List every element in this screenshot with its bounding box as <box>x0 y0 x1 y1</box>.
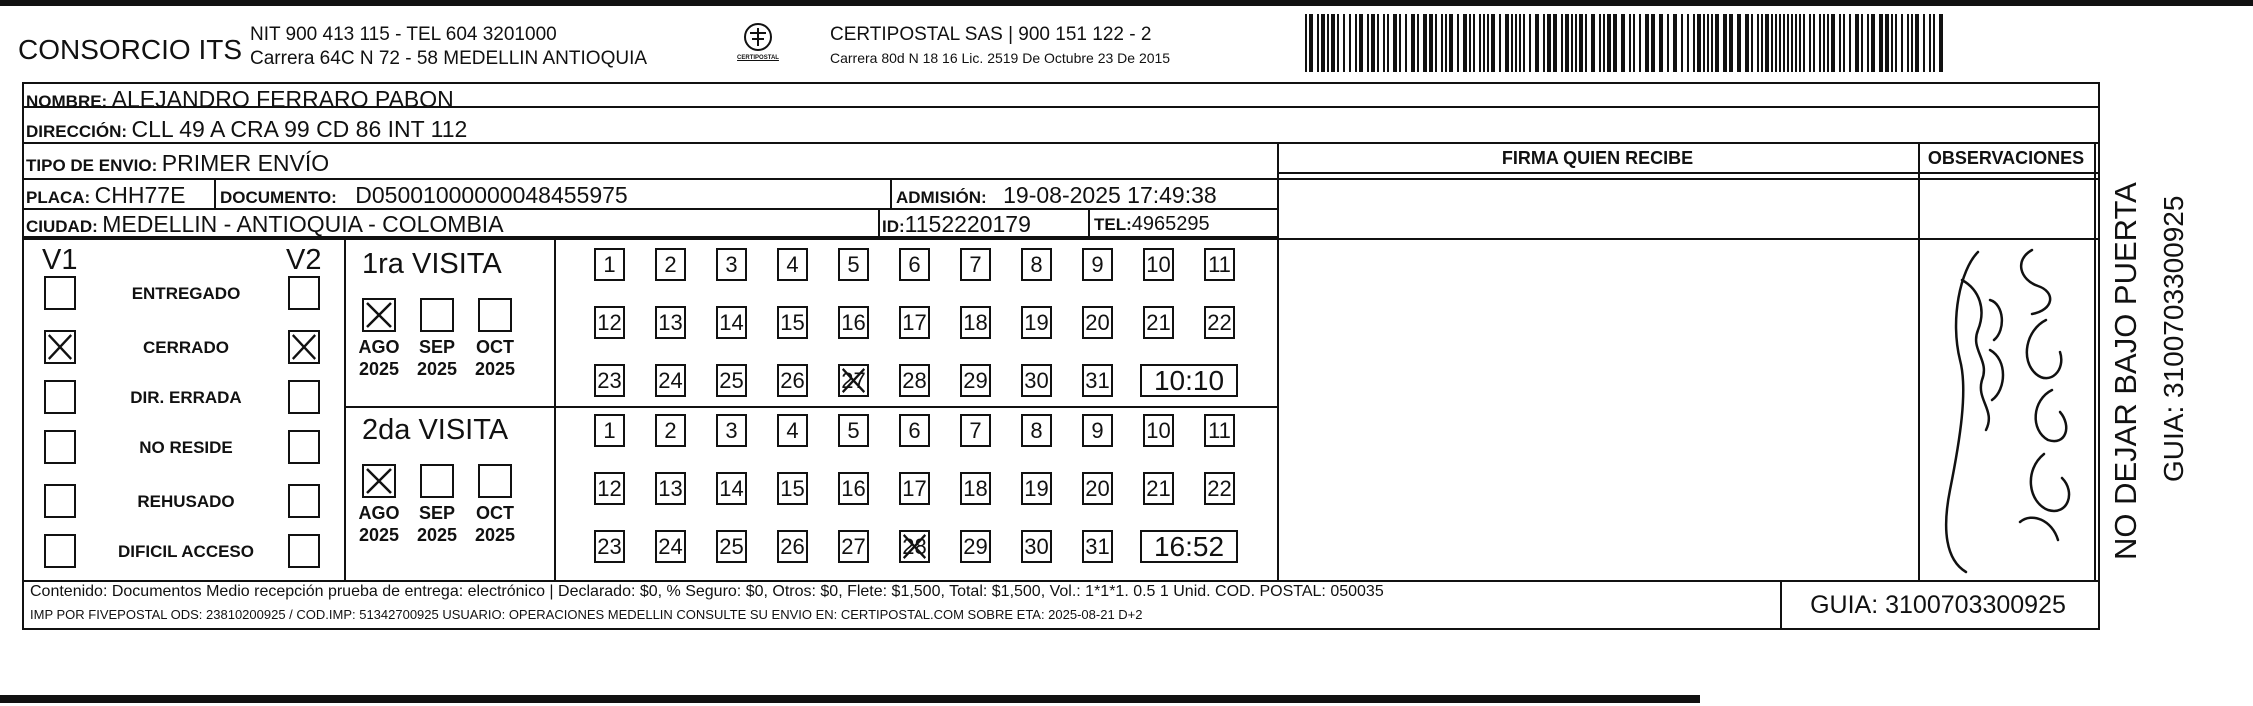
footer-guia: GUIA: 3100703300925 <box>1810 591 2066 619</box>
status-label: ENTREGADO <box>131 284 241 303</box>
id-row <box>882 211 1031 238</box>
side-warning: NO DEJAR BAJO PUERTA <box>2108 182 2143 560</box>
rule <box>344 238 346 580</box>
tel-row <box>1094 213 1210 236</box>
tipo-row <box>26 150 329 177</box>
barcode-bar <box>1639 14 1641 72</box>
visit1-title: 1ra VISITA <box>362 248 502 280</box>
barcode-bar <box>1607 14 1611 72</box>
barcode-bar <box>1515 14 1517 72</box>
barcode-bar <box>1831 14 1835 72</box>
v2-checkbox[interactable] <box>288 430 320 464</box>
day-box[interactable]: 11 <box>1204 248 1235 281</box>
x-mark-icon <box>46 332 74 362</box>
barcode-bar <box>1799 14 1801 72</box>
barcode-bar <box>1737 14 1741 72</box>
barcode-bar <box>1367 14 1369 72</box>
day-box[interactable]: 26 <box>777 364 808 397</box>
barcode-bar <box>1463 14 1467 72</box>
day-box[interactable]: 14 <box>716 306 747 339</box>
barcode-bar <box>1429 14 1433 72</box>
v1-checkbox[interactable] <box>44 484 76 518</box>
barcode-bar <box>1505 14 1509 72</box>
day-box[interactable]: 28 <box>899 364 930 397</box>
month-checkbox[interactable] <box>362 298 396 332</box>
carrier-address: Carrera 80d N 18 16 Lic. 2519 De Octubre 23 De 2015 <box>830 50 1171 66</box>
barcode-bar <box>1355 14 1357 72</box>
day-box[interactable]: 7 <box>960 248 991 281</box>
barcode-bar <box>1599 14 1601 72</box>
barcode-bar <box>1849 14 1851 72</box>
month-label <box>412 502 462 546</box>
barcode-bar <box>1579 14 1583 72</box>
barcode-bar <box>1819 14 1821 72</box>
rule <box>554 238 556 580</box>
barcode-bar <box>1327 14 1329 72</box>
month-year: 2025 <box>416 359 458 379</box>
day-box[interactable]: 25 <box>716 364 747 397</box>
v2-checkbox[interactable] <box>288 484 320 518</box>
day-box[interactable]: 9 <box>1082 248 1113 281</box>
carrier-logo-text: CERTIPOSTAL <box>737 55 779 61</box>
barcode-bar <box>1783 14 1785 72</box>
barcode-bar <box>1823 14 1825 72</box>
footer-imp: IMP POR FIVEPOSTAL ODS: 23810200925 / COD.IMP: 51342700925 USUARIO: OPERACIONES MEDELLIN CONSULTE SU ENVIO EN: CERTIPOSTAL.COM SOBRE ETA: 2025-08-21 D+2 <box>30 607 1143 622</box>
barcode-bar <box>1813 14 1815 72</box>
barcode-bar <box>1337 14 1339 72</box>
v2-checkbox[interactable] <box>288 330 320 364</box>
day-box[interactable]: 8 <box>1021 248 1052 281</box>
day-box[interactable]: 19 <box>1021 472 1052 505</box>
barcode-bar <box>1761 14 1763 72</box>
barcode-bar <box>1693 14 1695 72</box>
month-checkbox[interactable] <box>420 464 454 498</box>
documento-value: D05001000000048455975 <box>355 182 628 208</box>
barcode-bar <box>1645 14 1649 72</box>
day-box[interactable]: 11 <box>1204 414 1235 447</box>
barcode-bar <box>1487 14 1489 72</box>
day-box[interactable]: 16 <box>838 472 869 505</box>
rule <box>1277 142 1279 580</box>
barcode-bar <box>1449 14 1453 72</box>
day-box[interactable]: 14 <box>716 472 747 505</box>
barcode-bar <box>1895 14 1897 72</box>
bottom-border <box>0 695 1700 703</box>
day-box[interactable]: 29 <box>960 364 991 397</box>
rule <box>344 406 1277 408</box>
barcode-bar <box>1423 14 1427 72</box>
v1-label: V1 <box>42 244 78 276</box>
carrier-name: CERTIPOSTAL SAS | 900 151 122 - 2 <box>830 24 1152 45</box>
day-box[interactable]: 4 <box>777 248 808 281</box>
x-mark-icon <box>364 300 394 330</box>
day-box[interactable]: 27 <box>838 364 869 397</box>
barcode-bar <box>1795 14 1797 72</box>
barcode-bar <box>1855 14 1859 72</box>
barcode-bar <box>1491 14 1495 72</box>
barcode-bar <box>1843 14 1845 72</box>
month-label <box>354 336 404 380</box>
barcode-bar <box>1571 14 1573 72</box>
barcode-bar <box>1399 14 1401 72</box>
rule <box>22 238 2100 240</box>
observaciones-header: OBSERVACIONES <box>1927 148 2085 168</box>
x-mark-icon <box>840 366 867 395</box>
rule <box>22 580 2100 582</box>
tel-label: TEL: <box>1094 215 1132 234</box>
id-label: ID: <box>882 217 905 236</box>
month-year: 2025 <box>358 525 400 545</box>
barcode-bar <box>1371 14 1375 72</box>
barcode-bar <box>1765 14 1769 72</box>
barcode-bar <box>1321 14 1325 72</box>
barcode-bar <box>1543 14 1545 72</box>
day-box[interactable]: 18 <box>960 306 991 339</box>
day-box[interactable]: 10 <box>1143 414 1174 447</box>
day-box[interactable]: 13 <box>655 306 686 339</box>
month-label <box>354 502 404 546</box>
side-guia: GUIA: 3100703300925 <box>2158 195 2189 482</box>
barcode-bar <box>1479 14 1481 72</box>
barcode-bar <box>1523 14 1525 72</box>
barcode-bar <box>1667 14 1669 72</box>
nombre-value: ALEJANDRO FERRARO PABON <box>111 86 454 112</box>
day-box[interactable]: 23 <box>594 530 625 563</box>
top-border <box>0 0 2253 6</box>
day-box[interactable]: 26 <box>777 530 808 563</box>
barcode-bar <box>1621 14 1625 72</box>
day-box[interactable]: 27 <box>838 530 869 563</box>
day-box[interactable]: 19 <box>1021 306 1052 339</box>
status-label: DIFICIL ACCESO <box>117 542 254 561</box>
day-box[interactable]: 1 <box>594 414 625 447</box>
month-name: SEP <box>418 503 456 523</box>
documento-label: DOCUMENTO: <box>220 188 337 207</box>
barcode-bar <box>1393 14 1397 72</box>
barcode-bar <box>1547 14 1551 72</box>
barcode-bar <box>1775 14 1777 72</box>
admision-row <box>896 182 1217 209</box>
barcode <box>1305 14 1945 72</box>
barcode-bar <box>1561 14 1563 72</box>
rule <box>22 178 2100 180</box>
barcode-bar <box>1659 14 1663 72</box>
day-box[interactable]: 30 <box>1021 530 1052 563</box>
day-box[interactable]: 25 <box>716 530 747 563</box>
barcode-bar <box>1499 14 1501 72</box>
month-name: SEP <box>418 337 456 357</box>
month-name: AGO <box>358 337 400 357</box>
barcode-bar <box>1839 14 1841 72</box>
day-box[interactable]: 16 <box>838 306 869 339</box>
month-year: 2025 <box>416 525 458 545</box>
barcode-bar <box>1809 14 1811 72</box>
rule <box>2094 142 2096 580</box>
visit-time: 10:10 <box>1140 364 1238 397</box>
day-box[interactable]: 20 <box>1082 472 1113 505</box>
direccion-row <box>26 116 467 143</box>
day-box[interactable]: 24 <box>655 530 686 563</box>
v1-checkbox[interactable] <box>44 534 76 568</box>
month-checkbox[interactable] <box>362 464 396 498</box>
barcode-bar <box>1469 14 1471 72</box>
day-box[interactable]: 10 <box>1143 248 1174 281</box>
ciudad-value: MEDELLIN - ANTIOQUIA - COLOMBIA <box>102 211 504 237</box>
barcode-bar <box>1483 14 1485 72</box>
visit-time: 16:52 <box>1140 530 1238 563</box>
barcode-bar <box>1803 14 1805 72</box>
month-checkbox[interactable] <box>420 298 454 332</box>
barcode-bar <box>1911 14 1913 72</box>
barcode-bar <box>1411 14 1415 72</box>
month-name: AGO <box>358 503 400 523</box>
day-box[interactable]: 30 <box>1021 364 1052 397</box>
rule <box>1277 172 2100 174</box>
v1-checkbox[interactable] <box>44 380 76 414</box>
barcode-bar <box>1779 14 1781 72</box>
barcode-bar <box>1553 14 1557 72</box>
direccion-value: CLL 49 A CRA 99 CD 86 INT 112 <box>131 116 468 142</box>
barcode-bar <box>1871 14 1875 72</box>
barcode-bar <box>1827 14 1829 72</box>
x-mark-icon <box>290 332 318 362</box>
barcode-bar <box>1867 14 1869 72</box>
day-box[interactable]: 18 <box>960 472 991 505</box>
day-box[interactable]: 29 <box>960 530 991 563</box>
barcode-bar <box>1359 14 1363 72</box>
barcode-bar <box>1787 14 1789 72</box>
barcode-bar <box>1729 14 1733 72</box>
barcode-bar <box>1591 14 1595 72</box>
barcode-bar <box>1771 14 1773 72</box>
ciudad-row <box>26 211 504 238</box>
day-box[interactable]: 23 <box>594 364 625 397</box>
company-address: Carrera 64C N 72 - 58 MEDELLIN ANTIOQUIA <box>250 48 648 69</box>
day-box[interactable]: 3 <box>716 248 747 281</box>
day-box[interactable]: 5 <box>838 414 869 447</box>
nombre-label: NOMBRE: <box>26 92 108 111</box>
barcode-bar <box>1901 14 1903 72</box>
v2-checkbox[interactable] <box>288 276 320 310</box>
barcode-bar <box>1907 14 1909 72</box>
nombre-row <box>26 86 454 113</box>
day-box[interactable]: 15 <box>777 306 808 339</box>
day-box[interactable]: 3 <box>716 414 747 447</box>
documento-row <box>220 182 628 209</box>
barcode-bar <box>1923 14 1925 72</box>
day-box[interactable]: 5 <box>838 248 869 281</box>
tipo-value: PRIMER ENVÍO <box>161 150 330 176</box>
barcode-bar <box>1633 14 1635 72</box>
barcode-bar <box>1707 14 1709 72</box>
barcode-bar <box>1681 14 1683 72</box>
day-box[interactable]: 22 <box>1204 472 1235 505</box>
barcode-bar <box>1417 14 1419 72</box>
month-year: 2025 <box>474 359 516 379</box>
barcode-bar <box>1405 14 1407 72</box>
status-label: CERRADO <box>143 338 229 357</box>
barcode-bar <box>1575 14 1577 72</box>
company-name: CONSORCIO ITS <box>18 34 243 65</box>
rule <box>878 208 880 236</box>
barcode-bar <box>1441 14 1443 72</box>
barcode-bar <box>1603 14 1605 72</box>
rule <box>1088 208 1090 236</box>
barcode-bar <box>1613 14 1617 72</box>
v2-label: V2 <box>286 244 322 276</box>
day-box[interactable]: 12 <box>594 472 625 505</box>
barcode-bar <box>1529 14 1531 72</box>
month-label <box>470 336 520 380</box>
barcode-bar <box>1711 14 1713 72</box>
barcode-bar <box>1879 14 1883 72</box>
placa-value: CHH77E <box>94 182 186 208</box>
v1-checkbox[interactable] <box>44 430 76 464</box>
barcode-bar <box>1933 14 1935 72</box>
barcode-bar <box>1861 14 1863 72</box>
status-label: NO RESIDE <box>139 438 233 457</box>
barcode-bar <box>1715 14 1719 72</box>
barcode-bar <box>1383 14 1385 72</box>
barcode-bar <box>1651 14 1655 72</box>
barcode-bar <box>1435 14 1437 72</box>
day-box[interactable]: 31 <box>1082 530 1113 563</box>
company-nit: NIT 900 413 115 - TEL 604 3201000 <box>250 24 557 45</box>
barcode-bar <box>1751 14 1753 72</box>
day-box[interactable]: 13 <box>655 472 686 505</box>
barcode-bar <box>1939 14 1943 72</box>
barcode-bar <box>1915 14 1919 72</box>
ciudad-label: CIUDAD: <box>26 217 98 236</box>
day-box[interactable]: 24 <box>655 364 686 397</box>
barcode-bar <box>1473 14 1475 72</box>
day-box[interactable]: 7 <box>960 414 991 447</box>
day-box[interactable]: 15 <box>777 472 808 505</box>
v2-checkbox[interactable] <box>288 380 320 414</box>
barcode-bar <box>1519 14 1521 72</box>
day-box[interactable]: 31 <box>1082 364 1113 397</box>
day-box[interactable]: 1 <box>594 248 625 281</box>
visit2-title: 2da VISITA <box>362 414 509 446</box>
day-box[interactable]: 4 <box>777 414 808 447</box>
id-value: 1152220179 <box>904 211 1031 237</box>
rule <box>890 178 892 208</box>
barcode-bar <box>1305 14 1307 72</box>
direccion-label: DIRECCIÓN: <box>26 122 128 141</box>
day-box[interactable]: 17 <box>899 472 930 505</box>
barcode-bar <box>1697 14 1701 72</box>
barcode-bar <box>1891 14 1893 72</box>
day-box[interactable]: 2 <box>655 248 686 281</box>
v1-checkbox[interactable] <box>44 330 76 364</box>
x-mark-icon <box>901 532 928 561</box>
day-box[interactable]: 6 <box>899 248 930 281</box>
day-box[interactable]: 2 <box>655 414 686 447</box>
barcode-bar <box>1343 14 1345 72</box>
admision-label: ADMISIÓN: <box>896 188 987 207</box>
month-year: 2025 <box>474 525 516 545</box>
x-mark-icon <box>364 466 394 496</box>
month-checkbox[interactable] <box>478 464 512 498</box>
placa-row <box>26 182 185 209</box>
firma-header: FIRMA QUIEN RECIBE <box>1501 148 1694 168</box>
v1-checkbox[interactable] <box>44 276 76 310</box>
barcode-bar <box>1703 14 1705 72</box>
barcode-bar <box>1745 14 1749 72</box>
barcode-bar <box>1317 14 1319 72</box>
barcode-bar <box>1511 14 1513 72</box>
day-box[interactable]: 12 <box>594 306 625 339</box>
day-box[interactable]: 9 <box>1082 414 1113 447</box>
month-name: OCT <box>476 337 514 357</box>
status-label: DIR. ERRADA <box>130 388 242 407</box>
barcode-bar <box>1673 14 1677 72</box>
barcode-bar <box>1377 14 1379 72</box>
barcode-bar <box>1331 14 1335 72</box>
tipo-label: TIPO DE ENVIO: <box>26 156 158 175</box>
barcode-bar <box>1629 14 1631 72</box>
barcode-bar <box>1445 14 1447 72</box>
day-box[interactable]: 17 <box>899 306 930 339</box>
barcode-bar <box>1791 14 1793 72</box>
month-label <box>412 336 462 380</box>
barcode-bar <box>1885 14 1889 72</box>
barcode-bar <box>1929 14 1931 72</box>
day-box[interactable]: 21 <box>1143 306 1174 339</box>
barcode-bar <box>1723 14 1727 72</box>
rule <box>214 178 216 208</box>
barcode-bar <box>1457 14 1459 72</box>
barcode-bar <box>1565 14 1569 72</box>
day-box[interactable]: 20 <box>1082 306 1113 339</box>
day-box[interactable]: 6 <box>899 414 930 447</box>
barcode-bar <box>1387 14 1389 72</box>
barcode-bar <box>1757 14 1759 72</box>
day-box[interactable]: 22 <box>1204 306 1235 339</box>
v2-checkbox[interactable] <box>288 534 320 568</box>
admision-value: 19-08-2025 17:49:38 <box>1003 182 1217 208</box>
month-year: 2025 <box>358 359 400 379</box>
day-box[interactable]: 28 <box>899 530 930 563</box>
month-label <box>470 502 520 546</box>
barcode-bar <box>1349 14 1351 72</box>
footer-content: Contenido: Documentos Medio recepción prueba de entrega: electrónico | Declarado: $0, % Seguro: $0, Otros: $0, Flete: $1,500, Total: $1,500, Vol.: 1*1*1. 0.5 1 Unid. COD. POSTAL: 050035 <box>30 583 1384 600</box>
status-label: REHUSADO <box>137 492 235 511</box>
placa-label: PLACA: <box>26 188 91 207</box>
day-box[interactable]: 21 <box>1143 472 1174 505</box>
barcode-bar <box>1535 14 1539 72</box>
barcode-bar <box>1585 14 1587 72</box>
month-name: OCT <box>476 503 514 523</box>
month-checkbox[interactable] <box>478 298 512 332</box>
day-box[interactable]: 8 <box>1021 414 1052 447</box>
tel-value: 4965295 <box>1131 213 1210 235</box>
barcode-bar <box>1309 14 1313 72</box>
handwritten-signature <box>1920 240 2092 578</box>
carrier-logo <box>728 20 788 68</box>
barcode-bar <box>1687 14 1689 72</box>
